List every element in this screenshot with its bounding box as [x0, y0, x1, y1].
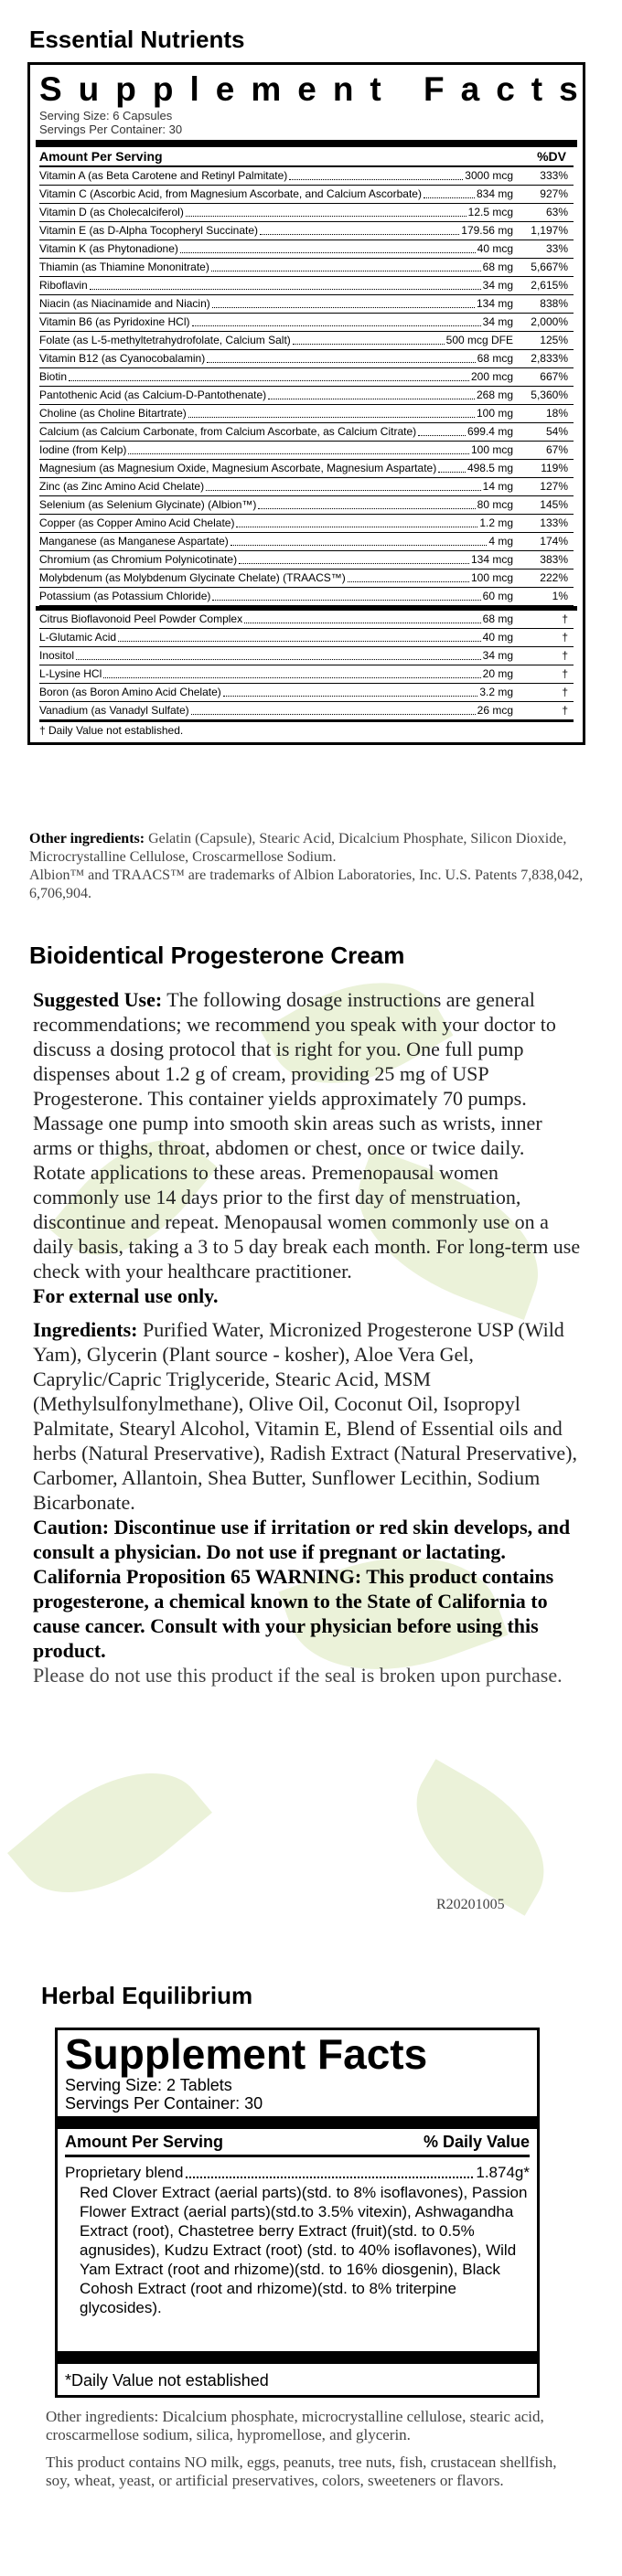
progesterone-title: Bioidentical Progesterone Cream	[29, 942, 405, 969]
nutrient-row	[39, 204, 574, 222]
nutrient-dv: 133%	[540, 516, 568, 529]
nutrient-amount: 68 mcg	[477, 352, 513, 365]
nutrient-row	[39, 295, 574, 314]
ingredients-paragraph	[33, 1317, 582, 1515]
leader-dots	[239, 563, 469, 564]
nutrient-name: Calcium (as Calcium Carbonate, from Calcium Ascorbate, as Calcium Citrate)	[39, 425, 417, 438]
dv-footnote: *Daily Value not established	[65, 2371, 269, 2390]
leader-dots	[103, 677, 480, 678]
prop65-warning: California Proposition 65 WARNING: This product contains progesterone, a chemical known to the State of California to cause cancer. Consult with your physician before using this product.	[33, 1565, 554, 1662]
other-ingredients-block	[29, 830, 596, 903]
nutrient-dv: 5,667%	[531, 261, 568, 273]
leader-dots	[212, 600, 480, 601]
supplement-facts-heading: Supplement Facts	[39, 70, 595, 108]
revision-code: R20201005	[436, 1897, 505, 1912]
nutrient-amount: 134 mg	[476, 297, 513, 310]
nutrient-amount: 179.56 mg	[461, 224, 513, 237]
nutrient-row	[39, 368, 574, 387]
nutrient-name: Potassium (as Potassium Chloride)	[39, 590, 211, 602]
nutrient-amount: 100 mcg	[470, 443, 513, 456]
nutrient-dv: 174%	[540, 535, 568, 548]
nutrient-dv: 927%	[540, 187, 568, 200]
seal-note: Please do not use this product if the seal is broken upon purchase.	[33, 1664, 563, 1687]
nutrient-amount: 200 mcg	[470, 370, 513, 383]
serving-size: Serving Size: 2 Tablets	[65, 2076, 232, 2094]
leader-dots	[418, 435, 466, 436]
nutrient-name: Thiamin (as Thiamine Mononitrate)	[39, 261, 209, 273]
leader-dots	[293, 344, 445, 345]
trademark-note: Albion™ and TRAACS™ are trademarks of Albion Laboratories, Inc. U.S. Patents 7,838,042, 6,706,904.	[29, 868, 584, 901]
nutrient-name: Vitamin K (as Phytonadione)	[39, 242, 178, 255]
leader-dots	[223, 696, 478, 697]
proprietary-blend-label: Proprietary blend	[65, 2164, 184, 2181]
ingredients-text: Purified Water, Micronized Progesterone USP (Wild Yam), Glycerin (Plant source - kosher), Aloe Vera Gel, Caprylic/Capric Triglyceride, Stearic Acid, MSM (Methylsulfonylmethane), Olive Oil, Coconut Oil, Isopropyl Palmitate, Stearyl Alcohol, Vitamin E, Blend of Essential oils and herbs (Natural Preservative), Radish Extract (Natural Preservative), Carbomer, Allantoin, Shea Butter, Sunflower Lecithin, Sodium Bicarbonate.	[33, 1318, 577, 1514]
nutrient-amount: 699.4 mg	[466, 425, 513, 438]
caution-warning: Caution: Discontinue use if irritation or red skin develops, and consult a physician. Do not use if pregnant or lactating.	[33, 1516, 571, 1563]
nutrient-dv: †	[562, 667, 568, 680]
proprietary-blend-row	[65, 2163, 530, 2183]
leader-dots	[231, 545, 488, 546]
suggested-use-text: The following dosage instructions are general recommendations; we recommend you speak with your doctor to discuss a dosing protocol that is right for you. One full pump dispenses about 1.2 g of cream, providing 25 mg of USP Progesterone. This container yields approximately 70 pumps. Massage one pump into smooth skin areas such as wrists, inner arms or thighs, throat, abdomen or chest, once or twice daily. Rotate applications to these areas. Premenopausal women commonly use 14 days prior to the first day of menstruation, discontinue and repeat. Menopausal women commonly use on a daily basis, taking a 3 to 5 day break each month. For long-term use check with your healthcare practitioner.	[33, 988, 581, 1283]
nutrient-name: Niacin (as Niacinamide and Niacin)	[39, 297, 210, 310]
nutrient-amount: 60 mg	[482, 590, 513, 602]
nutrient-name: Vanadium (as Vanadyl Sulfate)	[39, 704, 189, 717]
daily-value-label: % Daily Value	[423, 2133, 530, 2151]
leader-dots	[69, 380, 469, 381]
nutrient-amount: 68 mg	[482, 261, 513, 273]
nutrient-amount: 100 mcg	[470, 571, 513, 584]
nutrient-dv: 63%	[545, 206, 568, 218]
thick-divider	[36, 140, 577, 147]
leader-dots	[438, 472, 466, 473]
nutrient-row	[39, 222, 574, 240]
nutrient-amount: 40 mcg	[477, 242, 513, 255]
nutrient-dv: 125%	[540, 334, 568, 346]
nutrient-amount: 14 mg	[482, 480, 513, 493]
nutrient-row	[39, 611, 574, 629]
nutrient-amount: 4 mg	[488, 535, 513, 548]
nutrient-amount: 1.2 mg	[479, 516, 513, 529]
nutrient-row	[39, 314, 574, 332]
nutrient-dv: †	[562, 612, 568, 625]
leader-dots	[258, 508, 475, 509]
nutrient-dv: 1,197%	[531, 224, 568, 237]
leader-dots	[180, 252, 476, 253]
nutrient-row	[39, 478, 574, 496]
nutrient-row	[39, 405, 574, 423]
nutrient-amount: 498.5 mg	[466, 462, 513, 474]
nutrient-dv: 127%	[540, 480, 568, 493]
nutrient-name: Vitamin E (as D-Alpha Tocopheryl Succinate)	[39, 224, 259, 237]
nutrient-row	[39, 259, 574, 277]
nutrient-amount: 40 mg	[482, 631, 513, 644]
nutrient-dv: 667%	[540, 370, 568, 383]
leader-dots	[90, 289, 481, 290]
nutrient-name: Vitamin A (as Beta Carotene and Retinyl Palmitate)	[39, 169, 288, 182]
herbal-equilibrium-title: Herbal Equilibrium	[41, 1982, 253, 2009]
leader-dots	[289, 179, 463, 180]
leader-dots	[212, 307, 475, 308]
nutrient-amount: 834 mg	[476, 187, 513, 200]
essential-nutrients-title: Essential Nutrients	[29, 26, 245, 53]
nutrient-rows	[39, 167, 574, 606]
nutrient-row	[39, 702, 574, 720]
leader-dots	[186, 2163, 473, 2178]
other-ingredients-label: Other ingredients:	[29, 831, 145, 846]
nutrient-amount: 268 mg	[476, 389, 513, 401]
leader-dots	[76, 659, 481, 660]
nutrient-amount: 68 mg	[482, 612, 513, 625]
serving-size: Serving Size: 6 Capsules	[39, 109, 173, 122]
ingredients-label: Ingredients:	[33, 1318, 138, 1341]
nutrient-dv: 145%	[540, 498, 568, 511]
nutrient-name: Magnesium (as Magnesium Oxide, Magnesium Ascorbate, Magnesium Aspartate)	[39, 462, 437, 474]
nutrient-row	[39, 551, 574, 569]
nutrient-dv: 383%	[540, 553, 568, 566]
nutrient-amount: 26 mcg	[477, 704, 513, 717]
herbal-supplement-facts-panel	[55, 2028, 540, 2398]
nutrient-name: Chromium (as Chromium Polynicotinate)	[39, 553, 238, 566]
nutrient-amount: 20 mg	[482, 667, 513, 680]
nutrient-name: Copper (as Copper Amino Acid Chelate)	[39, 516, 235, 529]
progesterone-text-block	[33, 987, 582, 1687]
nutrient-row	[39, 629, 574, 647]
servings-per-container: Servings Per Container: 30	[65, 2094, 263, 2113]
leader-dots	[424, 197, 475, 198]
nutrient-row	[39, 515, 574, 533]
herbal-other-ingredients: Other ingredients: Dicalcium phosphate, microcrystalline cellulose, stearic acid, croscarmellose sodium, silica, hypromellose, and glycerin.	[46, 2408, 544, 2443]
nutrient-name: Molybdenum (as Molybdenum Glycinate Chelate) (TRAACS™)	[39, 571, 346, 584]
proprietary-blend-amount: 1.874g*	[476, 2164, 530, 2181]
nutrient-name: Vitamin C (Ascorbic Acid, from Magnesium Ascorbate, and Calcium Ascorbate)	[39, 187, 422, 200]
leader-dots	[192, 325, 481, 326]
dv-footnote: † Daily Value not established.	[39, 720, 574, 739]
herbal-other-info	[46, 2408, 576, 2499]
nutrient-row	[39, 684, 574, 702]
nutrient-row	[39, 186, 574, 204]
nutrient-dv: 333%	[540, 169, 568, 182]
nutrient-row	[39, 460, 574, 478]
nutrient-dv: 119%	[541, 462, 568, 474]
blend-ingredients: Red Clover Extract (aerial parts)(std. to 8% isoflavones), Passion Flower Extract (aerial parts)(std.to 3.5% vitexin), Ashwagandha Extract (root), Chastetree berry Extract (fruit)(std. to 0.5% agnusides), Kudzu Extract (root) (std. to 40% isoflavones), Wild Yam Extract (root and rhizome)(std. to 16% diosgenin), Black Cohosh Extract (root and rhizome)(std. to 8% triterpine glycosides).	[80, 2184, 528, 2316]
amount-header	[39, 147, 574, 167]
leaf-watermark	[390, 1759, 570, 1916]
nutrient-dv: 67%	[545, 443, 568, 456]
nutrient-dv: †	[562, 704, 568, 717]
nutrient-name: L-Lysine HCl	[39, 667, 102, 680]
essential-supplement-facts-panel	[27, 62, 595, 745]
nutrient-row	[39, 588, 574, 606]
nutrient-amount: 100 mg	[476, 407, 513, 420]
nutrient-name: Vitamin B12 (as Cyanocobalamin)	[39, 352, 206, 365]
leader-dots	[191, 714, 476, 715]
nutrient-row	[39, 240, 574, 259]
nutrient-amount: 12.5 mcg	[467, 206, 513, 218]
other-compound-rows	[39, 611, 574, 720]
nutrient-dv: 33%	[545, 242, 568, 255]
nutrient-name: Iodine (from Kelp)	[39, 443, 127, 456]
external-use-note: For external use only.	[33, 1284, 219, 1307]
nutrient-name: Manganese (as Manganese Aspartate)	[39, 535, 229, 548]
nutrient-name: Vitamin D (as Cholecalciferol)	[39, 206, 184, 218]
nutrient-name: Pantothenic Acid (as Calcium-D-Pantothenate)	[39, 389, 267, 401]
nutrient-row	[39, 496, 574, 515]
nutrient-amount: 500 mcg DFE	[445, 334, 513, 346]
other-ingredients-text: Gelatin (Capsule), Stearic Acid, Dicalcium Phosphate, Silicon Dioxide, Microcrystalline Cellulose, Croscarmellose Sodium.	[29, 831, 567, 865]
nutrient-name: Riboflavin	[39, 279, 88, 292]
nutrient-row	[39, 569, 574, 588]
nutrient-name: Citrus Bioflavonoid Peel Powder Complex	[39, 612, 243, 625]
nutrient-dv: †	[562, 649, 568, 662]
nutrient-row	[39, 277, 574, 295]
nutrient-name: Vitamin B6 (as Pyridoxine HCl)	[39, 315, 190, 328]
leader-dots	[348, 581, 469, 582]
nutrient-row	[39, 442, 574, 460]
nutrient-amount: 34 mg	[482, 315, 513, 328]
amount-header	[65, 2129, 530, 2157]
leader-dots	[118, 641, 481, 642]
nutrient-amount: 3000 mcg	[465, 169, 513, 182]
nutrient-dv: 2,000%	[531, 315, 568, 328]
leader-dots	[260, 234, 459, 235]
nutrient-name: Zinc (as Zinc Amino Acid Chelate)	[39, 480, 205, 493]
suggested-use-paragraph	[33, 987, 582, 1283]
nutrient-amount: 134 mcg	[470, 553, 513, 566]
nutrient-row	[39, 387, 574, 405]
nutrient-row	[39, 533, 574, 551]
nutrient-name: Selenium (as Selenium Glycinate) (Albion™)	[39, 498, 257, 511]
nutrient-dv: 54%	[545, 425, 568, 438]
nutrient-row	[39, 665, 574, 684]
nutrient-amount: 34 mg	[482, 649, 513, 662]
nutrient-amount: 80 mcg	[477, 498, 513, 511]
supplement-facts-heading: Supplement Facts	[65, 2030, 428, 2078]
leader-dots	[206, 490, 481, 491]
nutrient-amount: 3.2 mg	[479, 686, 513, 698]
leader-dots	[207, 362, 475, 363]
nutrient-row	[39, 350, 574, 368]
thick-divider	[58, 2116, 537, 2129]
leader-dots	[128, 453, 469, 454]
nutrient-name: Boron (as Boron Amino Acid Chelate)	[39, 686, 221, 698]
nutrient-dv: 2,615%	[531, 279, 568, 292]
nutrient-dv: 18%	[545, 407, 568, 420]
nutrient-row	[39, 647, 574, 665]
nutrient-amount: 34 mg	[482, 279, 513, 292]
nutrient-dv: 5,360%	[531, 389, 568, 401]
nutrient-row	[39, 167, 574, 186]
nutrient-name: Biotin	[39, 370, 68, 383]
nutrient-dv: 1%	[552, 590, 568, 602]
nutrient-dv: 222%	[540, 571, 568, 584]
amount-per-serving-label: Amount Per Serving	[39, 149, 163, 164]
nutrient-dv: †	[562, 631, 568, 644]
nutrient-name: L-Glutamic Acid	[39, 631, 117, 644]
leader-dots	[188, 417, 475, 418]
bottom-divider	[58, 2351, 537, 2364]
allergen-statement: This product contains NO milk, eggs, peanuts, tree nuts, fish, crustacean shellfish, soy, wheat, yeast, or artificial preservatives, colors, sweeteners or flavors.	[46, 2454, 557, 2489]
nutrient-dv: †	[562, 686, 568, 698]
servings-per-container: Servings Per Container: 30	[39, 122, 183, 136]
nutrient-name: Inositol	[39, 649, 75, 662]
nutrient-row	[39, 332, 574, 350]
suggested-use-label: Suggested Use:	[33, 988, 163, 1011]
amount-per-serving-label: Amount Per Serving	[65, 2133, 224, 2151]
dv-label: %DV	[537, 149, 566, 164]
nutrient-dv: 838%	[540, 297, 568, 310]
nutrient-row	[39, 423, 574, 442]
leader-dots	[186, 216, 466, 217]
nutrient-name: Folate (as L-5-methyltetrahydrofolate, Calcium Salt)	[39, 334, 291, 346]
nutrient-name: Choline (as Choline Bitartrate)	[39, 407, 187, 420]
leaf-watermark	[7, 1736, 212, 1931]
nutrient-dv: 2,833%	[531, 352, 568, 365]
